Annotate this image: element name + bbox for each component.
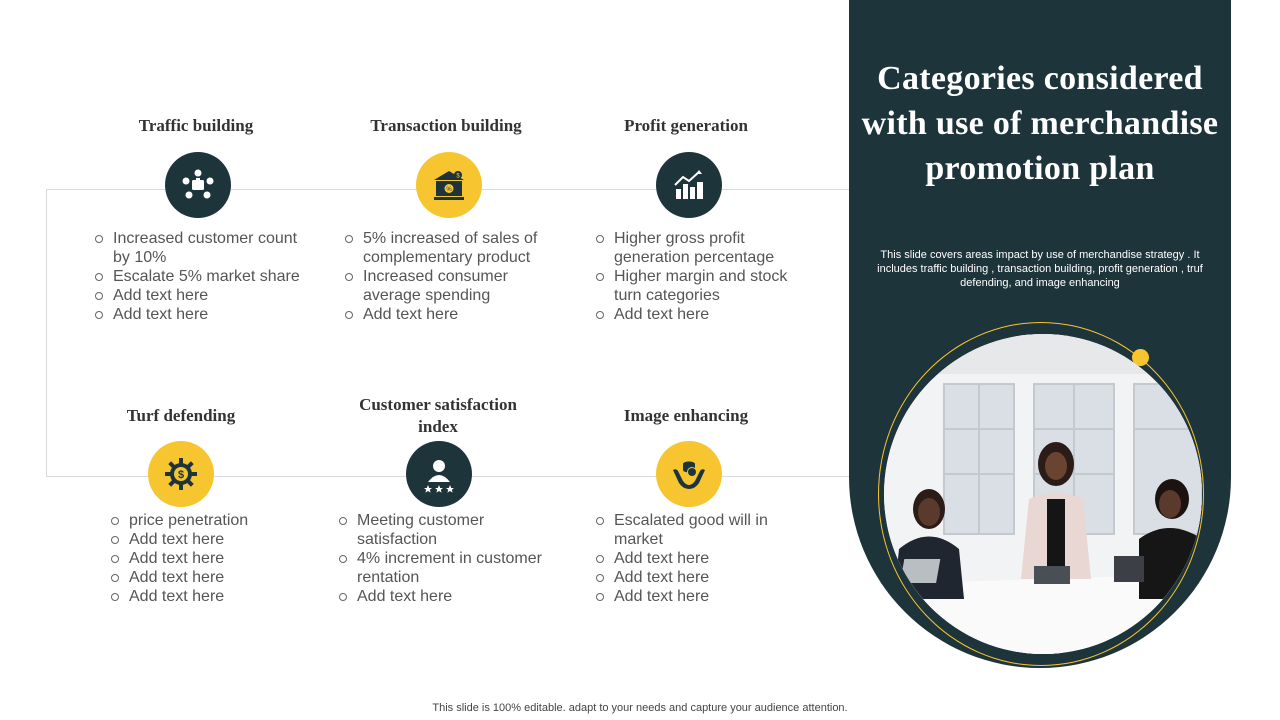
category-title: Customer satisfaction index [359,395,517,436]
list-item: Higher margin and stock turn categories [595,267,810,305]
category-title: Profit generation [624,116,748,135]
list-item: Add text here [94,286,309,305]
list-item: 4% increment in customer rentation [338,549,543,587]
business-team-meeting-photo [884,334,1202,654]
page-subtitle: This slide covers areas impact by use of merchandise strategy . It includes traffic building , transaction building, profit generation , truf defending, and image enhancing [877,249,1203,289]
list-item: Increased consumer average spending [344,267,559,305]
dollar-gear-icon [148,441,214,507]
list-item: Add text here [110,549,310,568]
list-item: Add text here [595,568,795,587]
category-title: Turf defending [126,406,236,425]
list-item: Add text here [338,587,543,606]
list-item: 5% increased of sales of complementary product [344,229,559,267]
list-item: Add text here [94,305,309,324]
list-item: Escalate 5% market share [94,267,309,286]
user-rating-icon [406,441,472,507]
growth-chart-icon [656,152,722,218]
bank-percentage-icon [416,152,482,218]
bullet-list [338,511,543,606]
list-item: Escalated good will in market [595,511,795,549]
category-title: Image enhancing [623,406,749,425]
category-title: Traffic building [138,116,254,135]
list-item: Add text here [595,549,795,568]
list-item: Add text here [110,530,310,549]
list-item: Meeting customer satisfaction [338,511,543,549]
svg-text:%: % [446,187,452,193]
page-title: Categories considered with use of merchandise promotion plan [861,60,1219,187]
bullet-list [94,229,309,324]
bullet-list [344,229,559,324]
list-item: Higher gross profit generation percentage [595,229,810,267]
bullet-list [595,229,810,324]
bullet-list [110,511,310,606]
list-item: Add text here [110,587,310,606]
list-item: Add text here [595,305,810,324]
hand-coins-icon [656,441,722,507]
list-item: Increased customer count by 10% [94,229,309,267]
svg-text:$: $ [177,469,185,481]
footer-note: This slide is 100% editable. adapt to your needs and capture your audience attention. [432,702,848,714]
svg-text:$: $ [456,173,460,180]
customers-network-icon [165,152,231,218]
list-item: Add text here [110,568,310,587]
list-item: Add text here [595,587,795,606]
bullet-list [595,511,795,606]
category-title: Transaction building [370,116,522,135]
list-item: Add text here [344,305,559,324]
list-item: price penetration [110,511,310,530]
